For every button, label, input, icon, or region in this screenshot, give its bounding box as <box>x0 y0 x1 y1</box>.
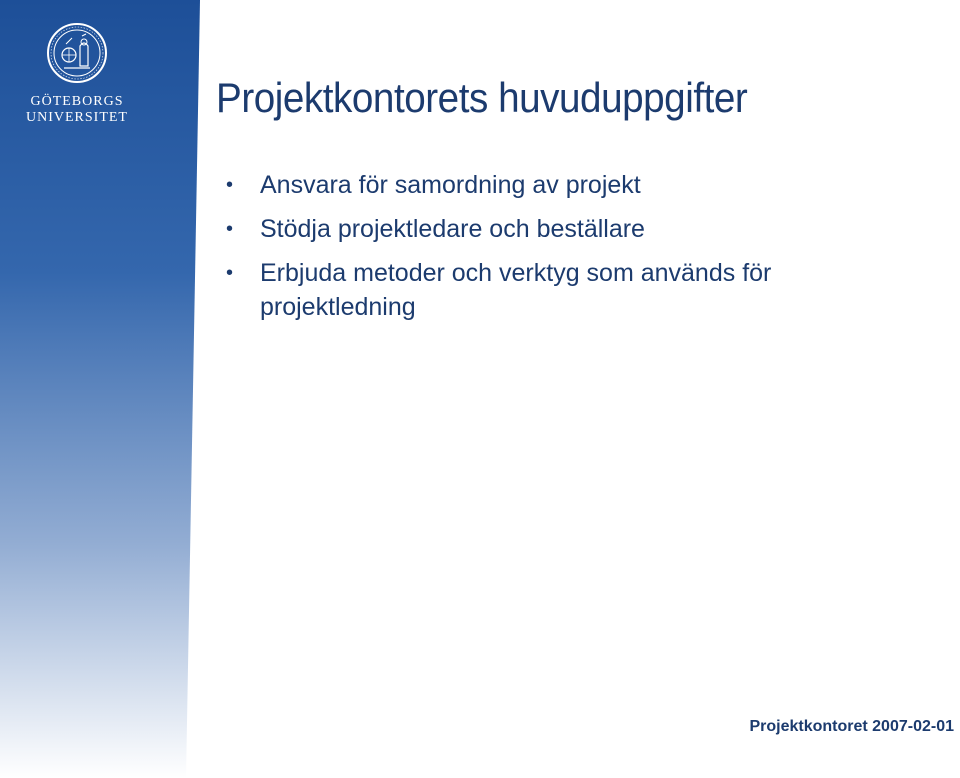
university-name-line2: UNIVERSITET <box>26 110 128 125</box>
bullet-item <box>226 168 826 202</box>
university-logo <box>18 22 136 126</box>
bullet-dot-icon: • <box>226 218 234 240</box>
bullet-text: Erbjuda metoder och verktyg som används för projektledning <box>260 259 772 321</box>
bullet-text: Stödja projektledare och beställare <box>260 215 645 243</box>
bullet-dot-icon: • <box>226 174 234 196</box>
bullet-list <box>226 168 826 334</box>
bullet-item <box>226 256 826 324</box>
bullet-dot-icon: • <box>226 262 234 284</box>
university-name-line1: GÖTEBORGS <box>30 94 124 109</box>
slide-title: Projektkontorets huvuduppgifter <box>216 74 748 121</box>
bullet-item <box>226 212 826 246</box>
university-seal-icon <box>46 22 108 84</box>
slide-footer: Projektkontoret 2007-02-01 <box>749 718 954 735</box>
bullet-text: Ansvara för samordning av projekt <box>260 171 641 199</box>
